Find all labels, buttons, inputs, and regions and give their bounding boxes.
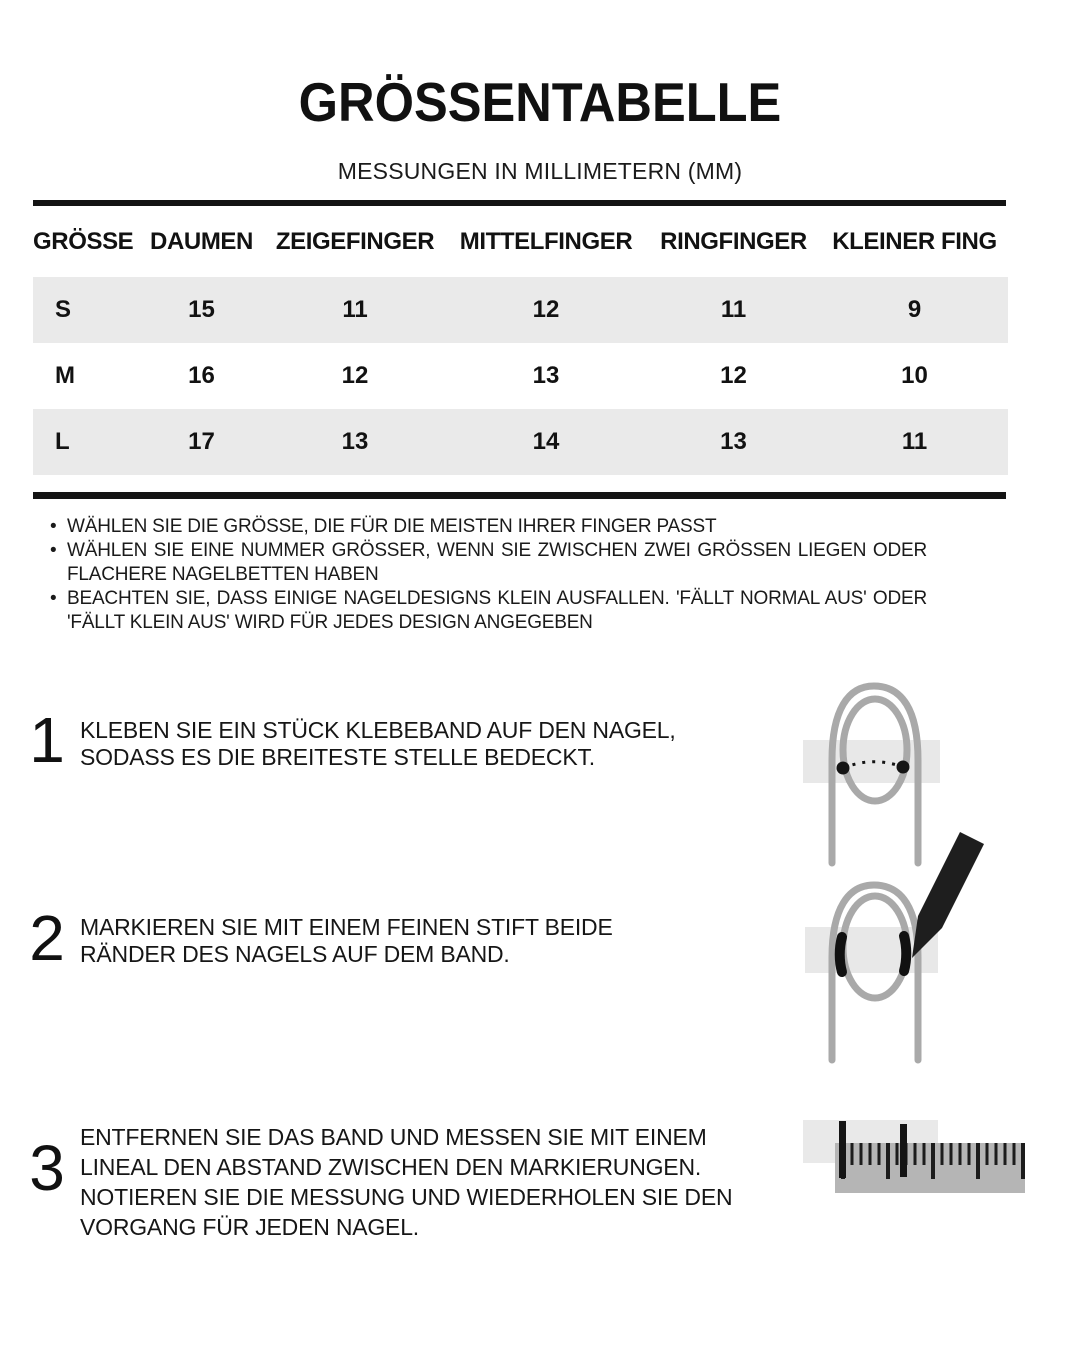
finger-pen-marking-icon [780, 812, 1004, 1074]
value-daumen: 16 [188, 362, 215, 389]
table-row [33, 409, 1008, 475]
value-kleiner-finger: 10 [901, 362, 928, 389]
sizing-notes [50, 515, 927, 635]
value-mittelfinger: 14 [532, 428, 560, 455]
value-zeigefinger: 12 [341, 362, 369, 389]
col-header-zeigefinger: ZEIGEFINGER [275, 228, 435, 255]
pen-icon [912, 832, 984, 958]
value-zeigefinger: 13 [341, 428, 369, 455]
page-title: GRÖSSENTABELLE [298, 71, 782, 133]
ruler-measure-icon [795, 1105, 1035, 1205]
size-label: S [55, 296, 72, 323]
value-mittelfinger: 13 [532, 362, 560, 389]
col-header-kleiner-finger: KLEINER FING [832, 228, 997, 255]
table-row [33, 343, 1008, 409]
step-2-text: MARKIEREN SIE MIT EINEM FEINEN STIFT BEIDE RÄNDER DES NAGELS AUF DEM BAND. [80, 914, 613, 967]
col-header-ringfinger: RINGFINGER [660, 228, 807, 255]
value-daumen: 17 [188, 428, 215, 455]
top-divider [33, 200, 1006, 206]
step-2-number: 2 [29, 902, 65, 974]
col-header-groesse: GRÖSSE [33, 228, 134, 255]
value-mittelfinger: 12 [532, 296, 560, 323]
bottom-divider [33, 492, 1006, 499]
step-3-text: ENTFERNEN SIE DAS BAND UND MESSEN SIE MIT EINEM LINEAL DEN ABSTAND ZWISCHEN DEN MARKIERUNGEN. NOTIEREN SIE DIE MESSUNG UND WIEDERHOLEN SIE DEN VORGANG FÜR JEDEN NAGEL. [80, 1124, 733, 1240]
value-ringfinger: 11 [720, 296, 747, 323]
value-kleiner-finger: 9 [907, 296, 922, 323]
value-kleiner-finger: 11 [901, 428, 928, 455]
note-item: • BEACHTEN SIE, DASS EINIGE NAGELDESIGNS KLEIN AUSFALLEN. 'FÄLLT NORMAL AUS' ODER 'FÄLLT KLEIN AUS' WIRD FÜR JEDES DESIGN ANGEGEBEN [50, 587, 927, 635]
page-subtitle: MESSUNGEN IN MILLIMETERN (MM) [337, 158, 743, 184]
left-measure-dot [837, 762, 850, 775]
col-header-mittelfinger: MITTELFINGER [459, 228, 633, 255]
size-label: M [55, 362, 75, 389]
right-pen-mark [904, 936, 906, 971]
note-item: • WÄHLEN SIE EINE NUMMER GRÖSSER, WENN SIE ZWISCHEN ZWEI GRÖSSEN LIEGEN ODER FLACHERE NAGELBETTEN HABEN [50, 539, 927, 587]
left-pen-mark [840, 937, 842, 972]
value-zeigefinger: 11 [342, 296, 368, 323]
value-daumen: 15 [188, 296, 215, 323]
size-label: L [55, 428, 70, 455]
step-1-number: 1 [29, 704, 65, 776]
note-item: • WÄHLEN SIE DIE GRÖSSE, DIE FÜR DIE MEISTEN IHRER FINGER PASST [50, 515, 927, 539]
value-ringfinger: 12 [720, 362, 747, 389]
col-header-daumen: DAUMEN [150, 228, 253, 255]
size-table-header [33, 207, 1008, 277]
step-1-text: KLEBEN SIE EIN STÜCK KLEBEBAND AUF DEN NAGEL, SODASS ES DIE BREITESTE STELLE BEDECKT. [80, 717, 676, 770]
right-measure-dot [897, 761, 910, 774]
table-row [33, 277, 1008, 343]
step-3-number: 3 [29, 1132, 65, 1204]
value-ringfinger: 13 [720, 428, 747, 455]
